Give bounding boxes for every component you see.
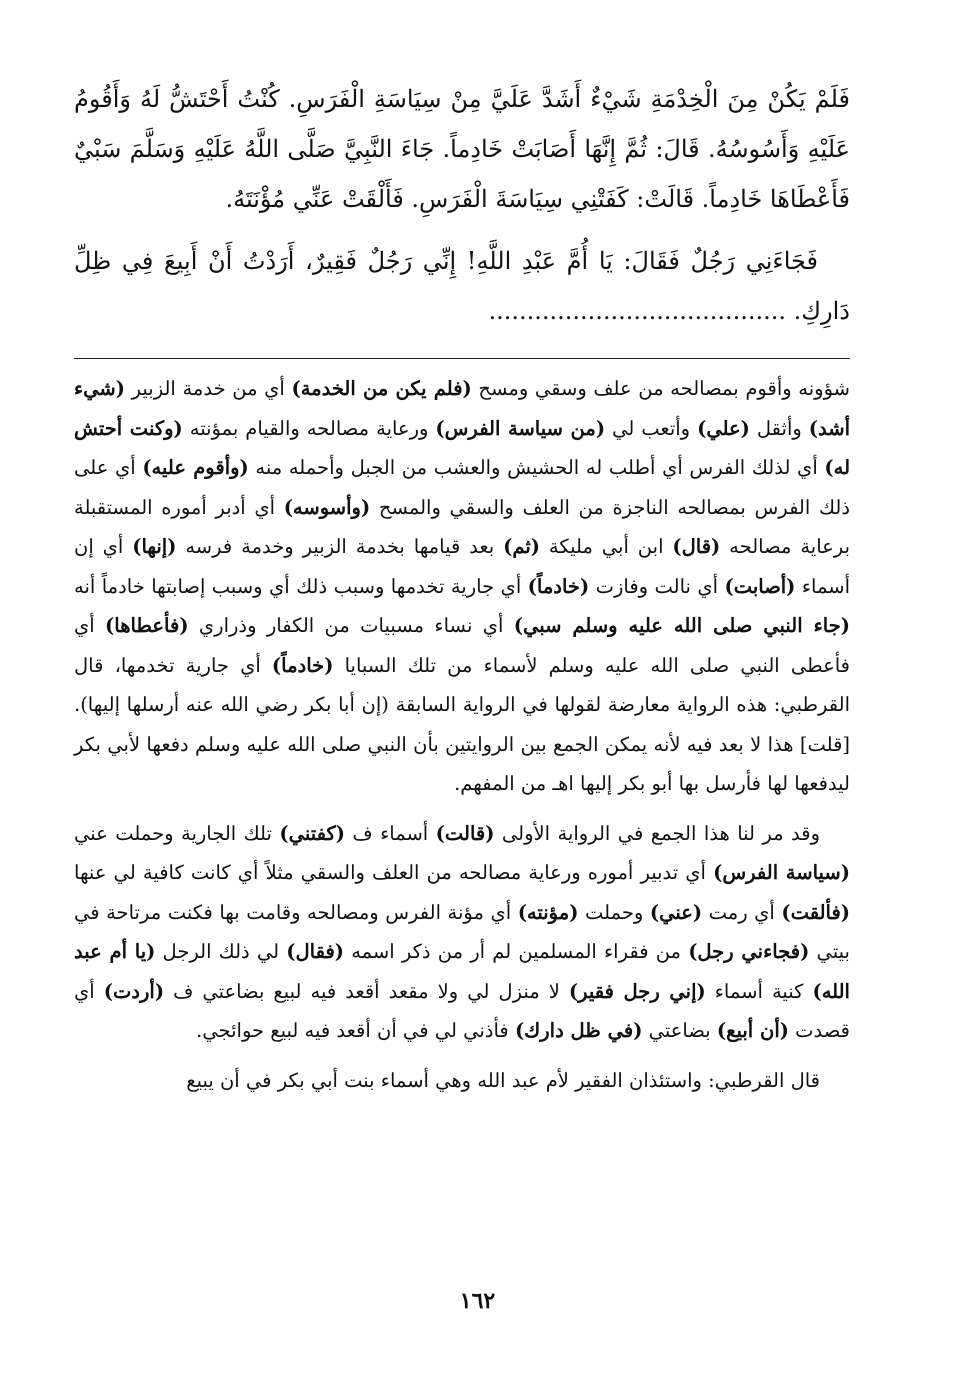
bold-quote: (من سياسة الفرس) (435, 416, 606, 440)
text-run: أي جارية تخدمها وسبب ذلك أي وسبب إصابتها خادماً أنه (74, 574, 528, 598)
text-run: أي نساء مسبيات من الكفار وذراري (188, 614, 514, 637)
text-run: وحملت (578, 900, 650, 924)
bold-quote: (قال) (672, 535, 721, 558)
text-run: . [قلت] هذا لا بعد فيه لأنه يمكن الجمع بين الروايتين بأن النبي صلى الله عليه وسلم دفعها لأبي بكر ليدفعها لها فأرسل بها أبو بكر إليها اهـ من المفهم. (74, 693, 850, 795)
ellipsis-dots: ....................................... (488, 297, 786, 325)
text-run: وقد مر لنا هذا الجمع في الرواية الأولى (494, 821, 821, 845)
bold-quote: (جاء النبي صلى الله عليه وسلم سبي) (513, 614, 850, 637)
text-run: أي مؤنة الفرس ومصالحه وقامت بها فكنت مرتاحة في بيتي (74, 900, 850, 963)
bold-quote: (خادماً) (527, 574, 590, 598)
text-run: أي نالت وفازت (589, 574, 725, 598)
bold-quote: (فأعطاها) (105, 614, 189, 637)
text-run: (إن أبا بكر رضي الله عنه أرسلها إليها) (80, 693, 389, 716)
text-run: أي قصدت (74, 979, 850, 1042)
commentary-paragraph-1 (74, 369, 850, 804)
text-run: وأثقل (749, 416, 809, 440)
text-run: كنية أسماء (705, 979, 813, 1003)
text-run: أي تدبير أموره ورعاية مصالحه من العلف والسقي مثلاً أي كانت كافية لي عنها (74, 861, 714, 884)
bold-quote: (فجاءني رجل) (688, 940, 810, 963)
text-run: بعد قيامها بخدمة الزبير وخدمة فرسه (176, 535, 504, 558)
bold-quote: (يا أم عبد الله) (74, 940, 850, 1003)
text-run: ورعاية مصالحه والقيام بمؤنته (182, 416, 436, 440)
text-run: بضاعتي (642, 1019, 717, 1042)
text-run: لا منزل لي ولا مقعد أقعد فيه لبيع بضاعتي ف (164, 979, 569, 1003)
commentary (74, 369, 850, 1100)
text-run: فأذني لي في أن أقعد فيه لبيع حوائجي. (196, 1019, 515, 1042)
text-run: أي جارية تخدمها، قال القرطبي: هذه الرواية معارضة لقولها في الرواية السابقة (74, 653, 850, 716)
text-run: أي فأعطى النبي صلى الله عليه وسلم لأسماء من تلك السبايا (74, 614, 850, 677)
text-run: أي إن أسماء (74, 535, 850, 598)
bold-quote: (وأقوم عليه) (142, 456, 249, 479)
hadith-text (74, 74, 850, 336)
hadith-paragraph-2 (74, 236, 850, 336)
bold-quote: (شيء أشد) (74, 377, 850, 440)
text-run: أي على ذلك الفرس بمصالحه الناجزة من العلف والسقي والمسح (74, 456, 850, 519)
text-run: من فقراء المسلمين لم أر من ذكر اسمه (344, 940, 689, 963)
bold-quote: (وأسوسه) (283, 495, 371, 519)
bold-quote: (فلم يكن من الخدمة) (291, 377, 472, 400)
page-body (74, 74, 850, 1100)
text-run: شؤونه وأقوم بمصالحه من علف وسقي ومسح (471, 377, 850, 400)
commentary-paragraph-3 (74, 1061, 850, 1101)
hadith-paragraph-1: فَلَمْ يَكُنْ مِنَ الْخِدْمَةِ شَيْءٌ أَشَدَّ عَلَيَّ مِنْ سِيَاسَةِ الْفَرَسِ. كُنْتُ أَحْتَشُّ لَهُ وَأَقُومُ عَلَيْهِ وَأَسُوسُهُ. قَالَ: ثُمَّ إِنَّهَا أَصَابَتْ خَادِماً. جَاءَ النَّبِيَّ صَلَّى اللَّهُ عَلَيْهِ وَسَلَّمَ سَبْيٌ فَأَعْطَاهَا خَادِماً. قَالَتْ: كَفَتْنِي سِيَاسَةَ الْفَرَسِ. فَأَلْقَتْ عَنِّي مُؤْنَتَهُ. (74, 85, 850, 213)
bold-quote: (ثم) (503, 535, 540, 558)
bold-quote: (خادماً) (271, 653, 334, 677)
text-run: ابن أبي مليكة (540, 535, 673, 558)
text-run: أي من خدمة الزبير (125, 377, 292, 400)
text-run: وأتعب لي (605, 416, 698, 440)
text-run: قال القرطبي: واستئذان الفقير لأم عبد الله وهي أسماء بنت أبي بكر في أن يبيع (186, 1068, 820, 1092)
bold-quote: (سياسة الفرس) (713, 861, 850, 884)
bold-quote: (علي) (697, 416, 750, 440)
bold-quote: (فألقت) (781, 900, 851, 924)
text-run: لي ذلك الرجل (155, 940, 287, 963)
hadith-paragraph-2-text: فَجَاءَنِي رَجُلٌ فَقَالَ: يَا أُمَّ عَبْدِ اللَّهِ! إِنِّي رَجُلٌ فَقِيرٌ، أَرَدْتُ أَنْ أَبِيعَ فِي ظِلِّ دَارِكِ. (74, 247, 850, 325)
bold-quote: (إني رجل فقير) (568, 979, 706, 1003)
text-run: تلك الجارية وحملت عني (74, 821, 280, 845)
bold-quote: (في ظل دارك) (514, 1019, 643, 1042)
bold-quote: (أردت) (103, 979, 165, 1003)
commentary-paragraph-2 (74, 814, 850, 1051)
text-run: أي رمت (702, 900, 782, 924)
bold-quote: (عني) (649, 900, 703, 924)
bold-quote: (مؤنته) (517, 900, 579, 924)
bold-quote: (كفتني) (279, 821, 345, 845)
text-run: أسماء ف (345, 821, 436, 845)
bold-quote: (فقال) (286, 940, 345, 963)
bold-quote: (إنها) (132, 535, 177, 558)
bold-quote: (وكنت أحتش له) (74, 416, 851, 479)
bold-quote: (أصابت) (724, 574, 796, 598)
text-run: أي لذلك الفرس أي أطلب له الحشيش والعشب من الجبل وأحمله منه (248, 456, 825, 479)
bold-quote: (قالت) (435, 821, 495, 845)
footnote-separator (74, 358, 850, 359)
page-number: ١٦٢ (459, 1288, 496, 1314)
bold-quote: (أن أبيع) (716, 1019, 789, 1042)
text-run: أي أدبر أموره المستقبلة برعاية مصالحه (74, 495, 850, 558)
